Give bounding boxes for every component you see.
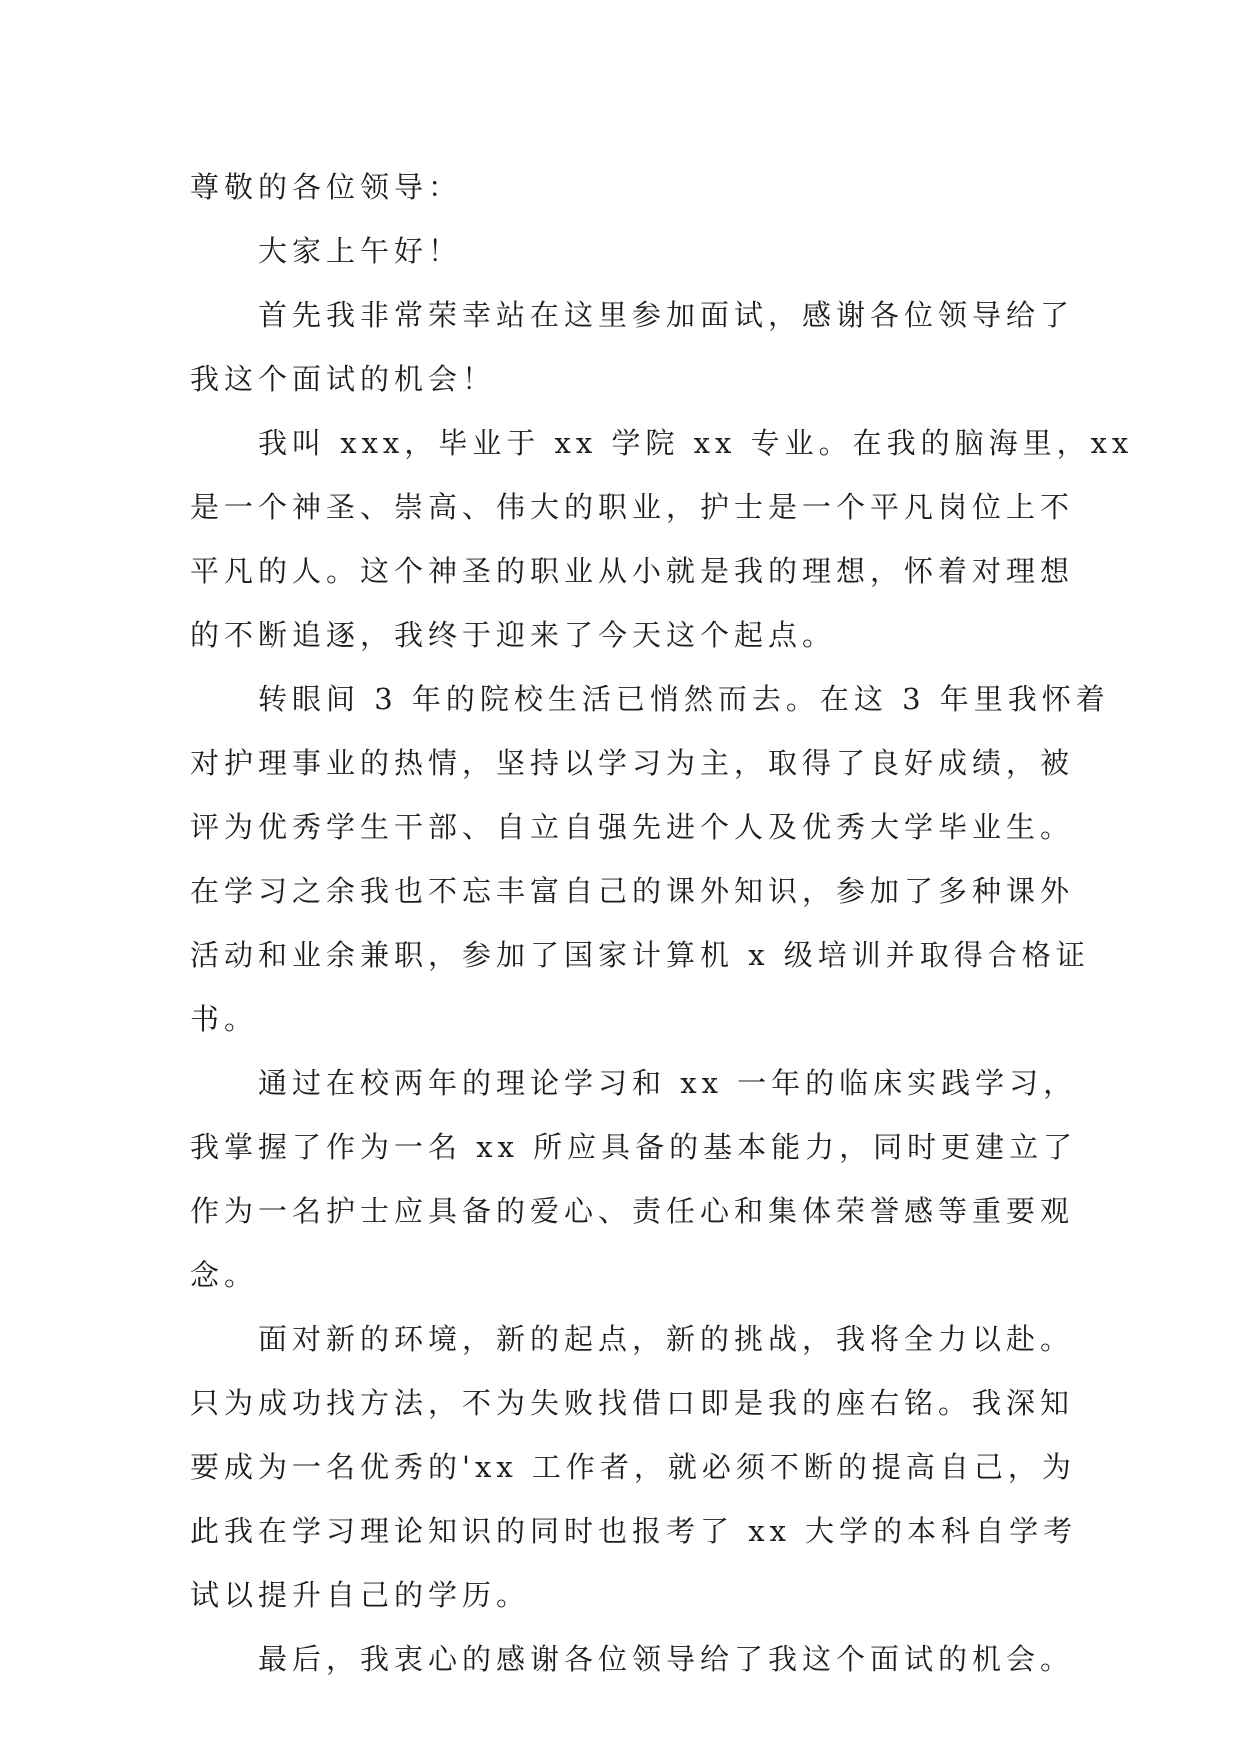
paragraph-line: 对护理事业的热情，坚持以学习为主，取得了良好成绩，被	[190, 746, 1075, 780]
paragraph-line: 平凡的人。这个神圣的职业从小就是我的理想，怀着对理想	[190, 554, 1075, 588]
paragraph-line: 评为优秀学生干部、自立自强先进个人及优秀大学毕业生。	[190, 810, 1075, 844]
paragraph-line: 作为一名护士应具备的爱心、责任心和集体荣誉感等重要观	[190, 1194, 1075, 1228]
paragraph-line: 要成为一名优秀的'xx 工作者，就必须不断的提高自己，为	[190, 1450, 1076, 1484]
paragraph-line: 首先我非常荣幸站在这里参加面试，感谢各位领导给了	[258, 298, 1075, 332]
document-body	[190, 155, 1134, 1691]
paragraph-line: 是一个神圣、崇高、伟大的职业，护士是一个平凡岗位上不	[190, 490, 1075, 524]
paragraph-line: 活动和业余兼职，参加了国家计算机 x 级培训并取得合格证	[190, 938, 1090, 972]
salutation: 尊敬的各位领导：	[190, 170, 463, 204]
paragraph-line: 通过在校两年的理论学习和 xx 一年的临床实践学习，	[258, 1066, 1078, 1100]
greeting: 大家上午好！	[258, 234, 463, 268]
paragraph-line: 我叫 xxx，毕业于 xx 学院 xx 专业。在我的脑海里，xx	[258, 426, 1134, 460]
paragraph-line: 此我在学习理论知识的同时也报考了 xx 大学的本科自学考	[190, 1514, 1078, 1548]
paragraph-line: 念。	[190, 1258, 259, 1292]
closing-line: 最后，我衷心的感谢各位领导给了我这个面试的机会。	[258, 1642, 1075, 1676]
paragraph-line: 试以提升自己的学历。	[190, 1578, 531, 1612]
paragraph-line: 在学习之余我也不忘丰富自己的课外知识，参加了多种课外	[190, 874, 1075, 908]
paragraph-line: 的不断追逐，我终于迎来了今天这个起点。	[190, 618, 837, 652]
paragraph-line: 书。	[190, 1002, 259, 1036]
paragraph-line: 面对新的环境，新的起点，新的挑战，我将全力以赴。	[258, 1322, 1075, 1356]
paragraph-line: 我掌握了作为一名 xx 所应具备的基本能力，同时更建立了	[190, 1130, 1078, 1164]
paragraph-line: 只为成功找方法，不为失败找借口即是我的座右铭。我深知	[190, 1386, 1075, 1420]
paragraph-line: 转眼间 3 年的院校生活已悄然而去。在这 3 年里我怀着	[258, 682, 1110, 716]
paragraph-line: 我这个面试的机会！	[190, 362, 497, 396]
